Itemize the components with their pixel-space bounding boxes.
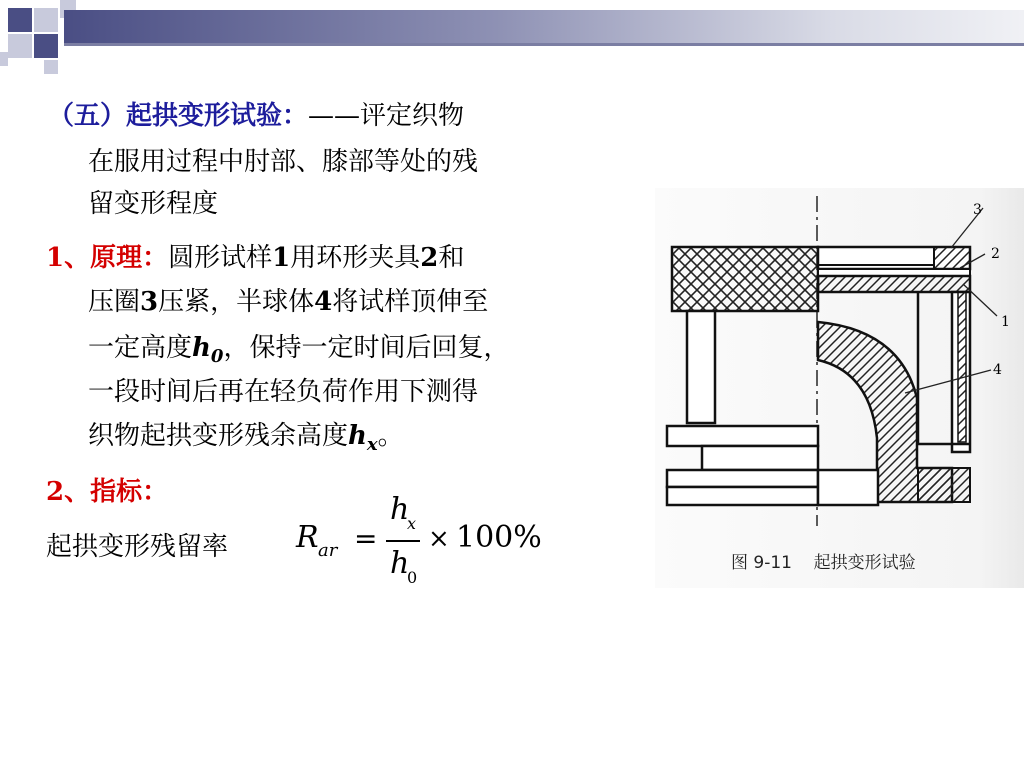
principle-num: 2 (420, 243, 439, 273)
base-right (818, 470, 878, 505)
formula-label: 起拱变形残留率 (46, 532, 229, 562)
hx-symbol: h (348, 421, 367, 451)
principle-line4 (88, 374, 478, 410)
section-title-line2 (88, 144, 478, 180)
deco-square-1 (8, 8, 32, 32)
principle-text: 一定高度 (88, 333, 193, 363)
denominator-sub: 0 (407, 568, 418, 587)
principle-text: 用环形夹具 (290, 243, 421, 273)
figure-caption: 图 9-11 起拱变形试验 (731, 553, 916, 573)
clamp-hatched-bar (818, 276, 970, 292)
numerator-sub: x (407, 514, 417, 533)
h0-subscript: 0 (210, 346, 224, 368)
fraction-bar (386, 540, 420, 542)
index-heading: 2、指标： (46, 477, 169, 507)
formula-percent: 100% (456, 520, 542, 555)
principle-num: 4 (314, 287, 333, 317)
principle-num: 3 (140, 287, 159, 317)
principle-text: 压圈 (88, 287, 141, 317)
deco-square-7 (0, 52, 8, 66)
plate-upper (667, 426, 818, 446)
section-title-rest: ——评定织物 (308, 101, 465, 131)
plate-lower-2 (667, 487, 818, 505)
formula (296, 494, 556, 594)
section-title-line3 (88, 186, 218, 222)
principle-text: 和 (438, 243, 465, 273)
label-2: 2 (991, 246, 1000, 262)
numerator-h: h (390, 492, 410, 527)
principle-heading: 1、原理： (46, 243, 169, 273)
right-wall-hatched (958, 292, 966, 442)
principle-text: 圆形试样 (168, 243, 273, 273)
section-title-line1 (48, 98, 464, 134)
principle-num: 1 (272, 243, 291, 273)
principle-line2 (88, 284, 488, 320)
formula-R-sub: ar (318, 540, 338, 561)
formula-times: × (428, 524, 450, 554)
deco-square-4 (8, 34, 32, 58)
section-title-text2: 在服用过程中肘部、膝部等处的残 (88, 147, 479, 177)
header-gradient-bar (64, 10, 1024, 44)
label-4: 4 (993, 362, 1002, 378)
label-3: 3 (973, 202, 982, 218)
plate-lower-1 (667, 470, 818, 487)
crosshatch-block (672, 247, 818, 311)
principle-text: 织物起拱变形残余高度 (88, 421, 349, 451)
base-hatched (918, 468, 970, 502)
arching-test-diagram (655, 188, 1024, 588)
left-holder (687, 311, 715, 423)
principle-line1 (46, 240, 464, 276)
header-divider (64, 43, 1024, 46)
principle-text: ，保持一定时间后回复， (223, 333, 510, 363)
hx-subscript: x (366, 434, 378, 456)
h0-symbol: h (192, 333, 211, 363)
principle-text: 将试样顶伸至 (332, 287, 489, 317)
deco-square-2 (34, 8, 58, 32)
section-title-label: （五）起拱变形试验： (48, 101, 309, 131)
plate-connector (702, 446, 818, 470)
principle-line5 (88, 418, 404, 463)
denominator-h: h (390, 546, 410, 581)
principle-text: 。 (377, 421, 404, 451)
formula-R: R (296, 520, 319, 555)
principle-line3 (88, 330, 509, 375)
principle-text: 一段时间后再在轻负荷作用下测得 (88, 377, 479, 407)
deco-square-5 (34, 34, 58, 58)
deco-square-6 (44, 60, 58, 74)
label-1: 1 (1001, 314, 1010, 330)
formula-equals: = (354, 522, 378, 555)
principle-text: 压紧，半球体 (158, 287, 315, 317)
section-title-text3: 留变形程度 (88, 189, 219, 219)
